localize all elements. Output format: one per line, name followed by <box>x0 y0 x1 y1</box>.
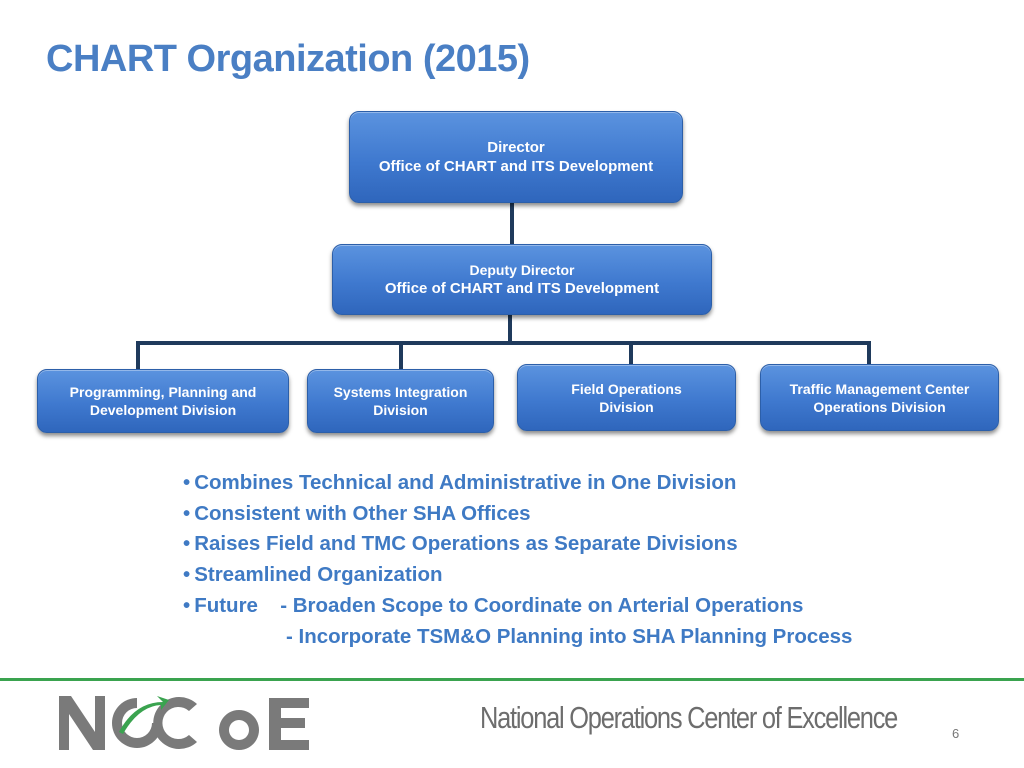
division-box-systems-integration <box>307 369 494 433</box>
division-box-programming-planning <box>37 369 289 433</box>
bullet-text: Raises Field and TMC Operations as Separate Divisions <box>194 532 738 556</box>
bullet-text: Combines Technical and Administrative in One Division <box>194 471 737 494</box>
bullet-item: • Raises Field and TMC Operations as Separate Divisions <box>183 532 738 556</box>
footer-divider <box>0 678 1024 681</box>
deputy-director-title: Deputy Director <box>469 261 575 278</box>
future-continuation <box>183 622 852 653</box>
division-label-line1: Programming, Planning and <box>69 383 257 400</box>
division-label-line1: Traffic Management Center <box>789 381 970 397</box>
division-label-line2: Operations Division <box>813 399 946 416</box>
bullet-item: • Consistent with Other SHA Offices <box>183 501 531 525</box>
division-label-line1: Field Operations <box>571 381 682 397</box>
bullet-item: • Combines Technical and Administrative in One Division <box>183 471 737 494</box>
division-box-field-operations <box>517 364 736 431</box>
division-label-line2: Division <box>373 402 428 418</box>
bullet-text: Streamlined Organization <box>194 563 443 587</box>
division-box-traffic-management <box>760 364 999 431</box>
bullet-item-future: • Future - Broaden Scope to Coordinate on Arterial Operations <box>183 591 852 622</box>
division-label-line2: Development Division <box>89 402 237 418</box>
nocoe-logo <box>57 692 327 754</box>
future-label: Future <box>194 593 258 617</box>
director-title: Director <box>487 138 545 156</box>
director-box <box>349 111 683 203</box>
organization-name: National Operations Center of Excellence <box>480 700 898 735</box>
division-label-line1: Systems Integration <box>333 383 468 400</box>
future-item: - Broaden Scope to Coordinate on Arterial Operations <box>280 593 804 617</box>
slide-title: CHART Organization (2015) <box>46 38 530 80</box>
future-item: - Incorporate TSM&O Planning into SHA Planning Process <box>286 624 853 648</box>
page-number: 6 <box>952 726 960 741</box>
bullet-item: • Streamlined Organization <box>183 563 443 587</box>
key-points-list <box>183 468 852 652</box>
deputy-director-box <box>332 244 712 315</box>
deputy-director-office: Office of CHART and ITS Development <box>384 279 660 297</box>
director-office: Office of CHART and ITS Development <box>378 158 654 175</box>
bullet-text: Consistent with Other SHA Offices <box>194 501 531 525</box>
division-label-line2: Division <box>599 399 654 416</box>
